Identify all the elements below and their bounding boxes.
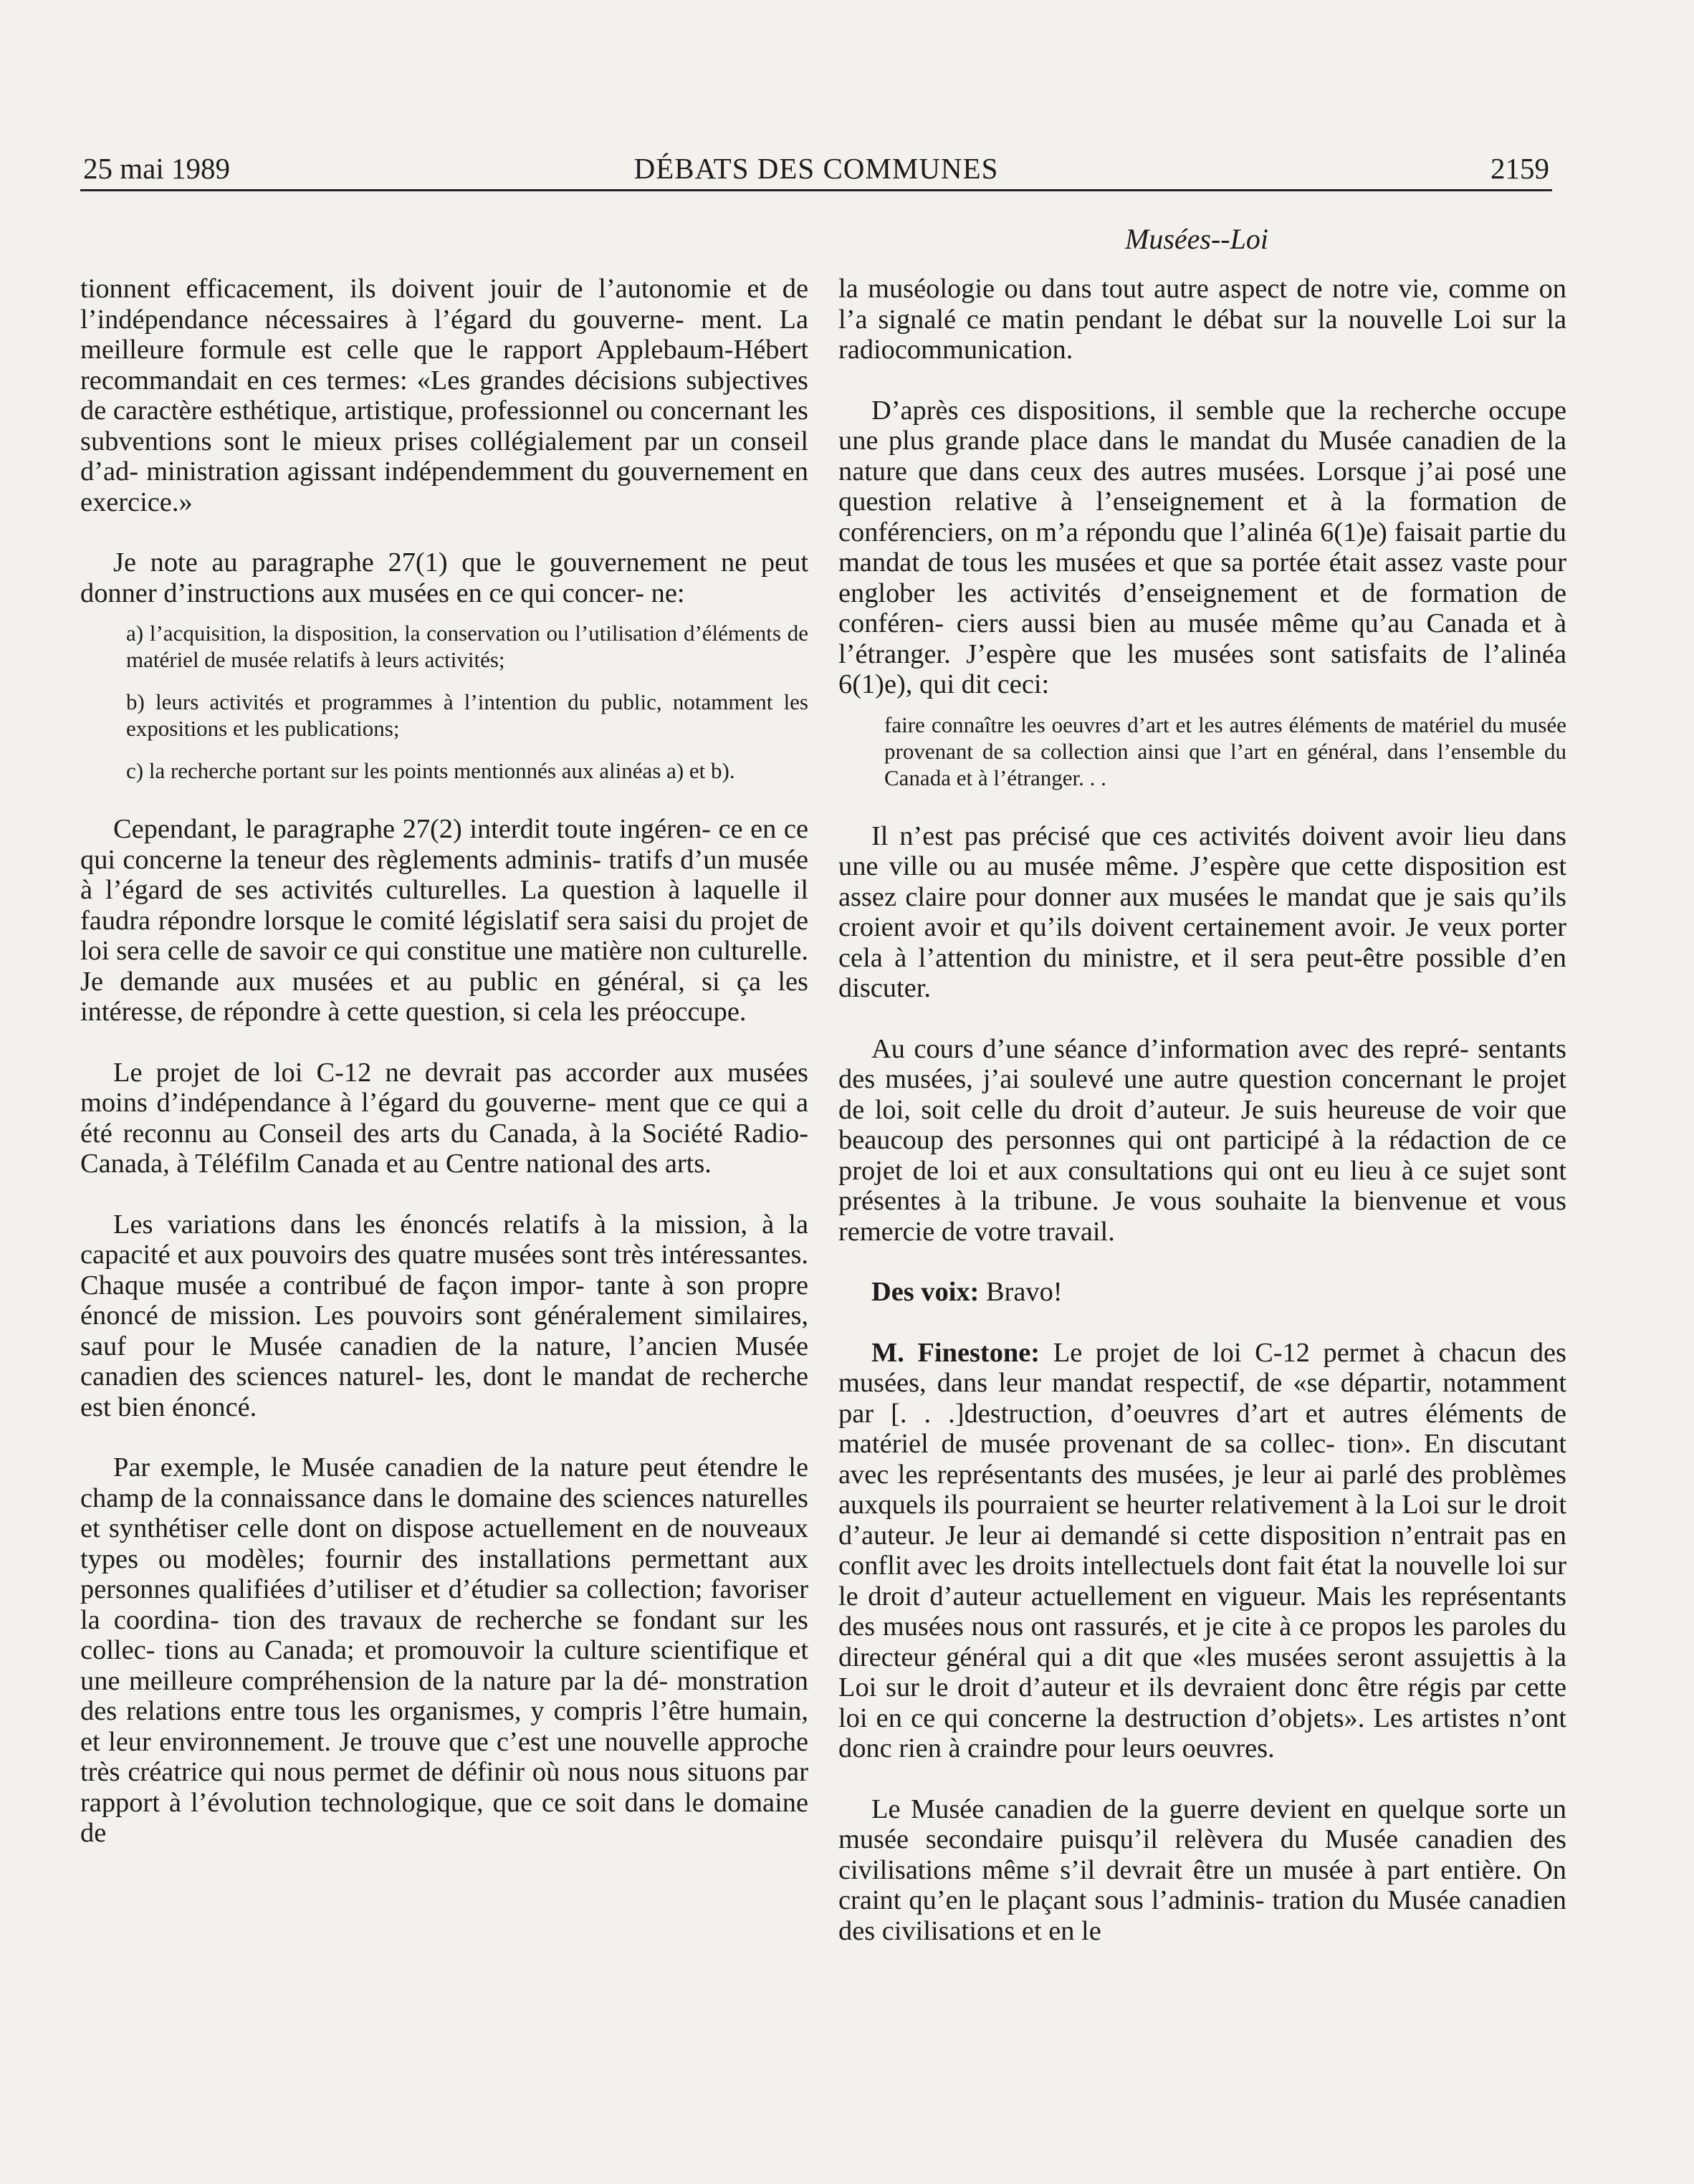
paragraph: Je note au paragraphe 27(1) que le gouvernement ne peut donner d’instructions aux musées en ce qui concer- ne: (80, 547, 808, 608)
paragraph: Cependant, le paragraphe 27(2) interdit toute ingéren- ce en ce qui concerne la teneur des règlements adminis- tratifs d’un musée à l’égard de ses activités culturelles. La question à laquelle il faudra répondre lorsque le comité législatif sera saisi du projet de loi sera celle de savoir ce qui constitue une matière non culturelle. Je demande aux musées et au public en général, si ça les intéresse, de répondre à cette question, si cela les préoccupe. (80, 814, 808, 1027)
quoted-item-b: b) leurs activités et programmes à l’intention du public, notamment les expositions et les publications; (126, 689, 808, 741)
running-header (80, 148, 1552, 191)
section-heading: Musées--Loi (1125, 223, 1268, 255)
speaker-turn (838, 1338, 1566, 1764)
paragraph: tionnent efficacement, ils doivent jouir de l’autonomie et de l’indépendance nécessaires à l’égard du gouverne- ment. La meilleure formule est celle que le rapport Applebaum-Hébert recommandait en ces termes: «Les grandes décisions subjectives de caractère esthétique, artistique, professionnel ou concernant les subventions sont le mieux prises collégialement par un conseil d’ad- ministration agissant indépendemment du gouvernement en exercice.» (80, 274, 808, 517)
paragraph: Les variations dans les énoncés relatifs à la mission, à la capacité et aux pouvoirs des quatre musées sont très intéressantes. Chaque musée a contribué de façon impor- tante à son propre énoncé de mission. Les pouvoirs sont généralement similaires, sauf pour le Musée canadien de la nature, l’ancien Musée canadien des sciences naturel- les, dont le mandat de recherche est bien énoncé. (80, 1209, 808, 1422)
paragraph: Par exemple, le Musée canadien de la nature peut étendre le champ de la connaissance dans le domaine des sciences naturelles et synthétiser celle dont on dispose actuellement en de nouveaux types ou modèles; fournir des installations permettant aux personnes qualifiées d’utiliser et d’étudier sa collection; favoriser la coordina- tion des travaux de recherche se fondant sur les collec- tions au Canada; et promouvoir la culture scientifique et une meilleure compréhension de la nature par la dé- monstration des relations entre tous les organismes, y compris l’être humain, et leur environnement. Je trouve que c’est une nouvelle approche très créatrice qui nous permet de définir où nous nous situons par rapport à l’évolution technologique, que ce soit dans le domaine de (80, 1452, 808, 1848)
speaker-turn (838, 1277, 1566, 1308)
quoted-passage: faire connaître les oeuvres d’art et les autres éléments de matériel du musée provenant de sa collection ainsi que l’art en général, dans l’ensemble du Canada et à l’étranger. . . (884, 712, 1566, 790)
left-column (80, 274, 808, 1879)
speech-text: Le projet de loi C-12 permet à chacun des musées, dans leur mandat respectif, de «se départir, notamment par [. . .]destruction, d’oeuvres d’art et autres éléments de matériel de musée provenant de sa collec- tion». En discutant avec les représentants des musées, je leur ai parlé des problèmes auxquels ils pourraient se heurter relativement à la Loi sur le droit d’auteur. Je leur ai demandé si cette disposition n’entrait pas en conflit avec les droits intellectuels dont fait état la nouvelle loi sur le droit d’auteur actuellement en vigueur. Mais les représentants des musées nous ont rassurés, et je cite à ce propos les paroles du directeur général qui a dit que «les musées seront assujettis à la Loi sur le droit d’auteur et ils devraient donc être régis par cette loi en ce qui concerne la destruction d’objets». Les artistes n’ont donc rien à craindre pour leurs oeuvres. (838, 1337, 1566, 1763)
header-title: DÉBATS DES COMMUNES (633, 152, 999, 185)
paragraph: la muséologie ou dans tout autre aspect de notre vie, comme on l’a signalé ce matin pendant le débat sur la nouvelle Loi sur la radiocommunication. (838, 274, 1566, 365)
speech-text: Bravo! (985, 1277, 1063, 1307)
speaker-name: Des voix: (871, 1277, 980, 1307)
page-number: 2159 (1490, 152, 1549, 185)
paragraph: Il n’est pas précisé que ces activités doivent avoir lieu dans une ville ou au musée même. J’espère que cette disposition est assez claire pour donner aux musées le mandat que je sais qu’ils croient avoir et qu’ils doivent certainement avoir. Je veux porter cela à l’attention du ministre, et il sera peut-être possible d’en discuter. (838, 820, 1566, 1003)
paragraph: D’après ces dispositions, il semble que la recherche occupe une plus grande place dans le mandat du Musée canadien de la nature que dans ceux des autres musées. Lorsque j’ai posé une question relative à l’enseignement et à la formation de conférenciers, on m’a répondu que l’alinéa 6(1)e) faisait partie du mandat de tous les musées et que sa portée était assez vaste pour englober les activités d’enseignement et de formation de conféren- ciers aussi bien au musée même qu’au Canada et à l’étranger. J’espère que les musées sont satisfaits de l’alinéa 6(1)e), qui dit ceci: (838, 395, 1566, 699)
header-date: 25 mai 1989 (83, 152, 230, 185)
right-column (838, 274, 1566, 1976)
quoted-item-c: c) la recherche portant sur les points mentionnés aux alinéas a) et b). (126, 758, 735, 783)
paragraph: Le Musée canadien de la guerre devient en quelque sorte un musée secondaire puisqu’il relèvera du Musée canadien des civilisations même s’il devrait être un musée à part entière. On craint qu’en le plaçant sous l’adminis- tration du Musée canadien des civilisations et en le (838, 1793, 1566, 1946)
paragraph: Le projet de loi C-12 ne devrait pas accorder aux musées moins d’indépendance à l’égard du gouverne- ment que ce qui a été reconnu au Conseil des arts du Canada, à la Société Radio-Canada, à Téléfilm Canada et au Centre national des arts. (80, 1057, 808, 1179)
paragraph: Au cours d’une séance d’information avec des repré- sentants des musées, j’ai soulevé une autre question concernant le projet de loi, soit celle du droit d’auteur. Je suis heureuse de voir que beaucoup des personnes qui ont participé à la rédaction de ce projet de loi et aux consultations qui ont eu lieu à ce sujet sont présentes à la tribune. Je vous souhaite la bienvenue et vous remercie de votre travail. (838, 1033, 1566, 1247)
speaker-name: M. Finestone: (871, 1337, 1040, 1368)
quoted-item-a: a) l’acquisition, la disposition, la conservation ou l’utilisation d’éléments de matériel de musée relatifs à leurs activités; (126, 621, 808, 672)
